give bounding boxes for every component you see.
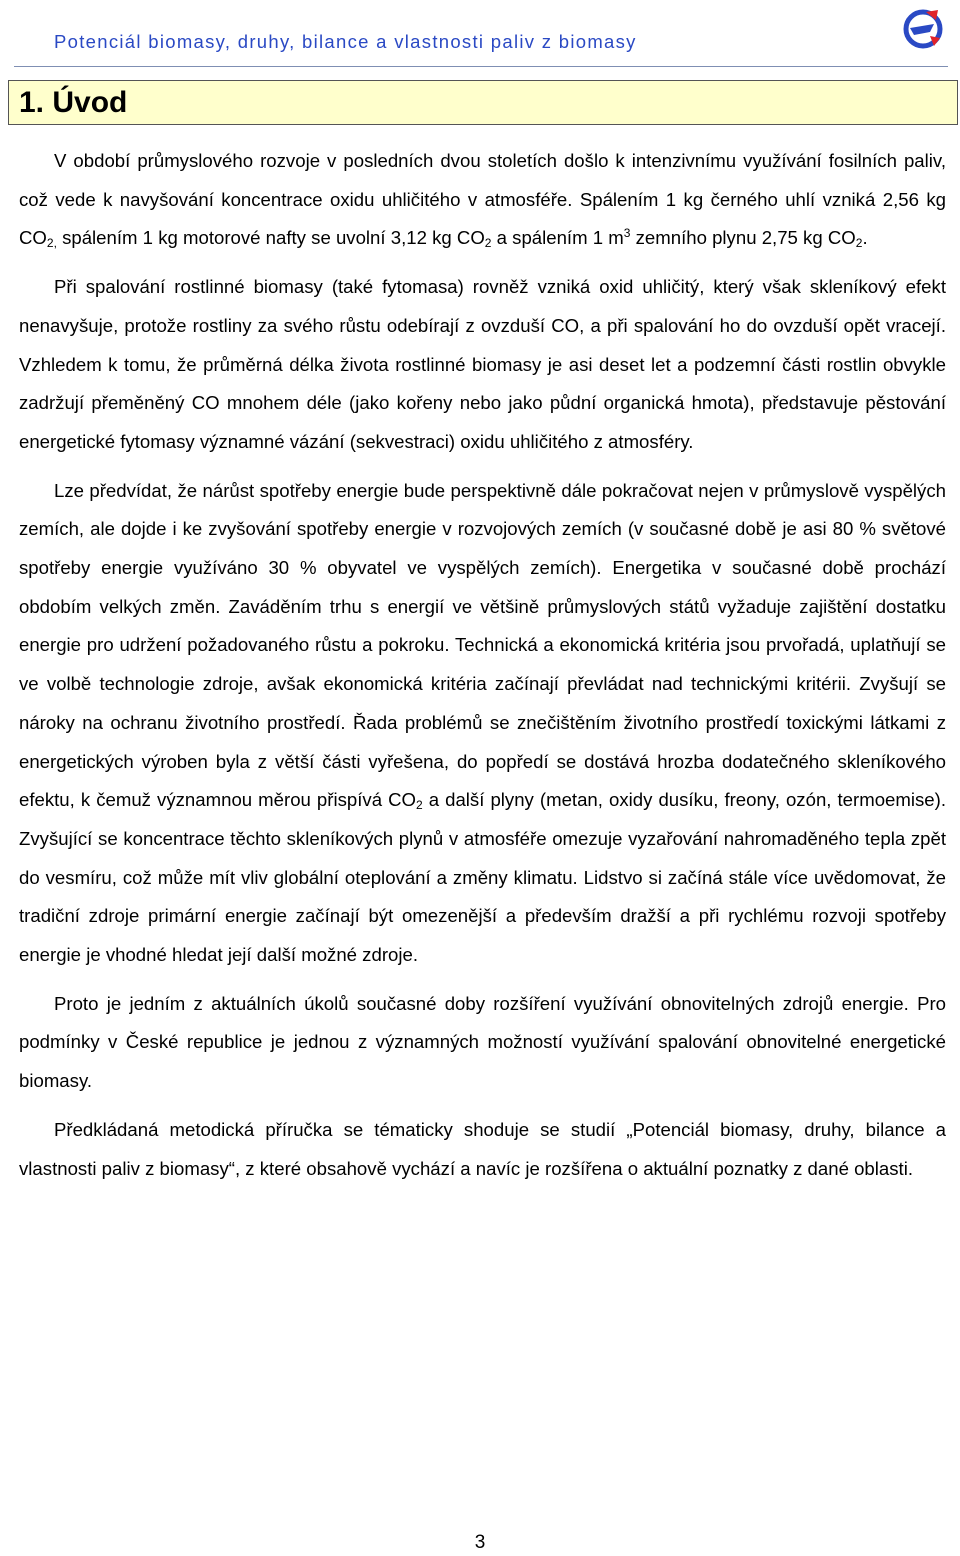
p1-text-5: . xyxy=(862,227,868,249)
header-rule xyxy=(14,66,948,67)
p3-text-1: Lze předvídat, že nárůst spotřeby energie bude perspektivně dále pokračovat nejen v průmyslově vyspělých zemích, ale dojde i ke zvyšování spotřeby energie v rozvojových zemích (v současné době je asi 80 % světové spotřeby energie využíváno 30 % obyvatel ve vyspělých zemích). Energetika v současné době prochází obdobím velkých změn. Zaváděním trhu s energií ve většině průmyslových států vyžaduje zajištění dostatku energie pro udržení požadovaného růstu a pokroku. Technická a ekonomická kritéria jsou prvořadá, uplatňují se ve volbě technologie zdroje, avšak ekonomická kritéria začínají převládat nad technickými kritérii. Zvyšují se nároky na ochranu životního prostředí. Řada problémů se znečištěním životního prostředí toxickými látkami z energetických výroben byla z větší části vyřešena, do popředí se dostává hrozba dodatečného skleníkového efektu, k čemuž významnou měrou přispívá CO xyxy=(19,479,946,811)
p1-text-3: a spálením 1 m xyxy=(491,227,624,249)
paragraph-1 xyxy=(19,142,946,258)
p1-text-4: zemního plynu 2,75 kg CO xyxy=(630,227,856,249)
page-number: 3 xyxy=(474,1532,486,1553)
section-title: 1. Úvod xyxy=(19,86,128,119)
paragraph-2: Při spalování rostlinné biomasy (také fytomasa) rovněž vzniká oxid uhličitý, který však skleníkový efekt nenavyšuje, protože rostliny za svého růstu odebírají z ovzduší CO, a při spalování ho do ovzduší opět vracejí. Vzhledem k tomu, že průměrná délka života rostlinné biomasy je asi deset let a podzemní části rostlin obvykle zadržují přeměněný CO mnohem déle (jako kořeny nebo jako půdní organická hmota), představuje pěstování energetické fytomasy významné vázání (sekvestraci) oxidu uhličitého z atmosféry. xyxy=(19,276,946,452)
p1-text-2: spálením 1 kg motorové nafty se uvolní 3,12 kg CO xyxy=(56,227,485,249)
body-text xyxy=(19,142,946,1198)
p1-subscript-3: 2 xyxy=(855,236,863,251)
p1-subscript-2: 2 xyxy=(484,236,492,251)
paragraph-4: Proto je jedním z aktuálních úkolů současné doby rozšíření využívání obnovitelných zdrojů energie. Pro podmínky v České republice je jednou z významných možností využívání spalování obnovitelné energetické biomasy. xyxy=(19,992,946,1092)
p1-text-1: V období průmyslového rozvoje v posledních dvou stoletích došlo k intenzivnímu využívání fosilních paliv, což vede k navyšování koncentrace oxidu uhličitého v atmosféře. Spálením 1 kg černého uhlí vzniká 2,56 kg CO xyxy=(19,150,946,249)
p3-text-2: a další plyny (metan, oxidy dusíku, freony, ozón, termoemise). Zvyšující se koncentrace těchto skleníkových plynů v atmosféře omezuje vyzařování nahromaděného tepla zpět do vesmíru, což může mít vliv globální oteplování a změny klimatu. Lidstvo si začíná stále více uvědomovat, že tradiční zdroje primární energie začínají být omezenější a především dražší a při rychlému rozvoji spotřeby energie je vhodné hledat její další možné zdroje. xyxy=(19,789,946,966)
page-header xyxy=(0,0,960,72)
running-header-title: Potenciál biomasy, druhy, bilance a vlastnosti paliv z biomasy xyxy=(54,31,637,52)
paragraph-5: Předkládaná metodická příručka se tématicky shoduje se studií „Potenciál biomasy, druhy, bilance a vlastnosti paliv z biomasy“, z které obsahově vychází a navíc je rozšířena o aktuální poznatky z dané oblasti. xyxy=(19,1118,946,1179)
stylized-blue-red-logo-icon xyxy=(900,6,946,52)
paragraph-3 xyxy=(19,472,946,975)
p3-subscript-1: 2 xyxy=(415,798,423,813)
p1-superscript-1: 3 xyxy=(623,226,631,241)
section-heading-bar xyxy=(8,80,958,125)
p1-subscript-1: 2, xyxy=(46,236,57,251)
